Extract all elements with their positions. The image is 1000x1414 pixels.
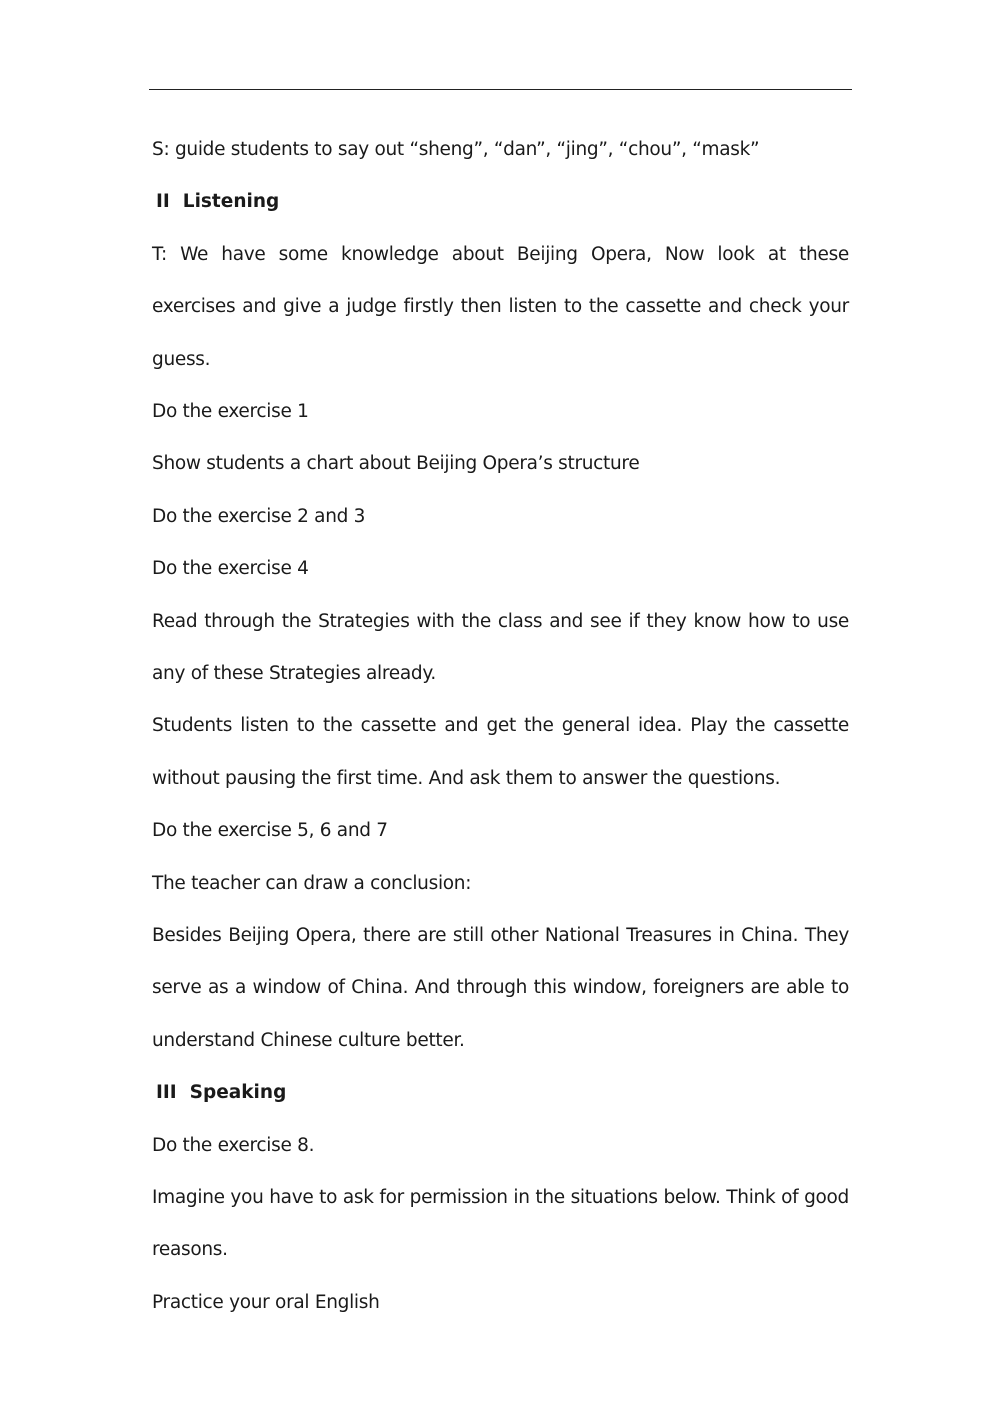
text-line: Do the exercise 1 xyxy=(152,401,309,422)
paragraph: Students listen to the cassette and get the general idea. Play the cassette without pausing the first time. And ask them to answer the questions. xyxy=(152,715,849,789)
text-line: Practice your oral English xyxy=(152,1291,380,1313)
section-heading-listening xyxy=(152,176,849,228)
section-title: Speaking xyxy=(189,1082,287,1104)
text-line: Do the exercise 2 and 3 xyxy=(152,505,366,527)
paragraph: Read through the Strategies with the class and see if they know how to use any of these Strategies already. xyxy=(152,610,849,684)
section-number: III xyxy=(156,1082,177,1104)
section-number: II xyxy=(156,191,170,213)
paragraph: T: We have some knowledge about Beijing Opera, Now look at these exercises and give a judge firstly then listen to the cassette and check your guess. xyxy=(152,243,849,370)
section-heading-speaking xyxy=(152,1067,849,1119)
text-line: Do the exercise 8. xyxy=(152,1134,315,1156)
document-body xyxy=(152,124,849,1329)
header-rule xyxy=(149,89,852,90)
section-title: Listening xyxy=(182,191,280,213)
instruction-line: S: guide students to say out “sheng”, “dan”, “jing”, “chou”, “mask” xyxy=(152,139,760,160)
text-line: Do the exercise 4 xyxy=(152,558,309,580)
paragraph: Besides Beijing Opera, there are still other National Treasures in China. They serve as a window of China. And through this window, foreigners are able to understand Chinese culture better. xyxy=(152,924,849,1051)
text-line: Show students a chart about Beijing Opera’s structure xyxy=(152,453,640,475)
text-line: The teacher can draw a conclusion: xyxy=(152,872,472,894)
paragraph: Imagine you have to ask for permission in the situations below. Think of good reasons. xyxy=(152,1186,849,1261)
text-line: Do the exercise 5, 6 and 7 xyxy=(152,820,388,842)
